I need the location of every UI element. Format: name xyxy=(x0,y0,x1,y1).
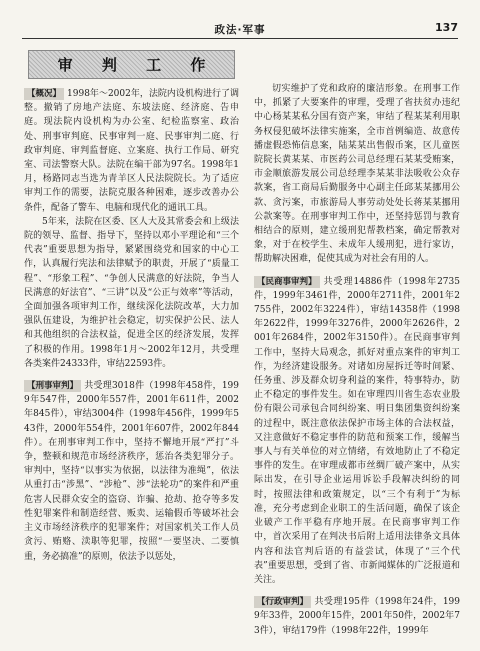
admin-paragraph xyxy=(254,595,460,638)
overview-paragraph xyxy=(24,87,239,215)
criminal-continued-paragraph: 切实维护了党和政府的廉洁形象。在刑事工作中，抓紧了大要案件的审理，受理了省扶贫办违纪中心杨某某私分国有资产案，审结了程某某利用职务权侵犯破坏法律实施案，全市首例编造、故意传播虚假恐怖信息案，陆某某出售假币案，区儿童医院院长黄某某、市医药公司总经理石某某受贿案，市金顺旅游发展公司总经理李某某非法吸收公众存款案，省工商局后勤服务中心副主任邱某某挪用公款、贪污案，市旅游局人事劳动处处长蒋某某挪用公款案等。在刑事审判工作中，还坚持惩罚与教育相结合的原则，建立缓刑犯帮教档案，确定帮教对象，对于在校学生、未成年人缓刑犯，进行家访，帮助解决困难，促使其成为对社会有用的人。 xyxy=(254,84,460,265)
overview-label: 【概况】 xyxy=(24,88,64,100)
page-number: 137 xyxy=(435,21,458,34)
summary-paragraph: 5年来，法院在区委、区人大及其常委会和上级法院的领导、监督、指导下，坚持以邓小平理论和“三个代表”重要思想为指导，紧紧围绕党和国家的中心工作，认真履行宪法和法律赋予的职责，开展了“质量工程”、“形象工程”、“争创人民满意的好法院，争当人民满意的好法官”、“三讲”以及“公正与效率”等活动，全面加强各项审判工作，继续深化法院改革，大力加强队伍建设，为维护社会稳定，切实保护公民、法人和其他组织的合法权益，促进全区的经济发展，发挥了积极的作用。1998年1月～2002年12月，共受理各类案件24333件，审结22593件。 xyxy=(24,216,239,369)
civil-paragraph xyxy=(254,275,460,587)
civil-label: 【民商事审判】 xyxy=(254,276,320,288)
admin-text: 共受理195件（1998年24件，1999年33件，2000年15件，2001年50件，2002年73件），审结179件（1998年22件，1999年 xyxy=(254,597,460,636)
chapter-banner xyxy=(28,50,235,79)
left-column xyxy=(24,50,239,651)
criminal-paragraph xyxy=(24,379,239,564)
admin-label: 【行政审判】 xyxy=(254,596,311,608)
chapter-title: 审 判 工 作 xyxy=(57,56,218,74)
right-column xyxy=(254,82,460,651)
running-head xyxy=(22,20,458,39)
criminal-label: 【刑事审判】 xyxy=(24,380,81,392)
section-title: 政法·军事 xyxy=(214,24,266,36)
criminal-text: 共受理3018件（1998年458件，1999年547件，2000年557件，2001年611件，2002年845件），审结3004件（1998年456件，1999年543件，2000年554件，2001年607件，2002年844件）。在刑事审判工作中，坚持不懈地开展“严打”斗争，整顿和规范市场经济秩序，惩治各类犯罪分子。审判中，坚持“以事实为依据，以法律为准绳”，依法从重打击“涉黑”、“涉枪”、涉“法轮功”的案件和严重危害人民群众安全的盗窃、诈骗、抢劫、抢夺等多发性犯罪案件和制造经营、贩卖、运输假币等破坏社会主义市场经济秩序的犯罪案件；对国家机关工作人员贪污、贿赂、渎职等犯罪，按照“一要坚决、二要慎重，务必搞准”的原则，依法予以惩处， xyxy=(24,381,239,562)
overview-text: 1998年～2002年，法院内设机构进行了调整。撤销了房地产法庭、东坡法庭、经济庭、告申庭。现法院内设机构为办公室、纪检监察室、政治处、刑事审判庭、民事审判一庭、民事审判二庭、行政审判庭、审判监督庭、立案庭、执行工作局、研究室、司法警察大队。法院在编干部为97名。1998年1月，杨路同志当选为青羊区人民法院院长。为了适应审判工作的需要，法院克服各种困难，逐步改善办公条件，配备了警车、电脑和现代化的通讯工具。 xyxy=(24,89,239,213)
civil-text: 共受理14886件（1998年2735件，1999年3461件，2000年2711件，2001年2755件，2002年3224件），审结14358件（1998年2622件，1999年3276件，2000年2626件，2001年2684件，2002年3150件）。在民商事审判工作中，坚持大局观念，抓好对重点案件的审判工作，为经济建设服务。对诸如房屋拆迁等时间紧、任务重、涉及群众切身利益的案件，特事特办，防止不稳定的事件发生。如在审理四川省生态农业股份有限公司承包合同纠纷案、明日集团集资纠纷案的过程中，既注意依法保护市场主体的合法权益，又注意做好不稳定事件的防范和预案工作，缓解当事人与有关单位的对立情绪，有效地防止了不稳定事件的发生。在审理成都市丝绸厂破产案中，从实际出发，在引导企业运用诉讼手段解决纠纷的同时，按照法律和政策规定，以“三个有利于”为标准，充分考虑到企业职工的生活问题，确保了该企业破产工作平稳有序地开展。在民商事审判工作中，首次采用了在判决书后附上适用法律条文具体内容和法官判后语的有益尝试，体现了“三个代表”重要思想，受到了省、市新闻媒体的广泛报道和关注。 xyxy=(254,276,460,585)
